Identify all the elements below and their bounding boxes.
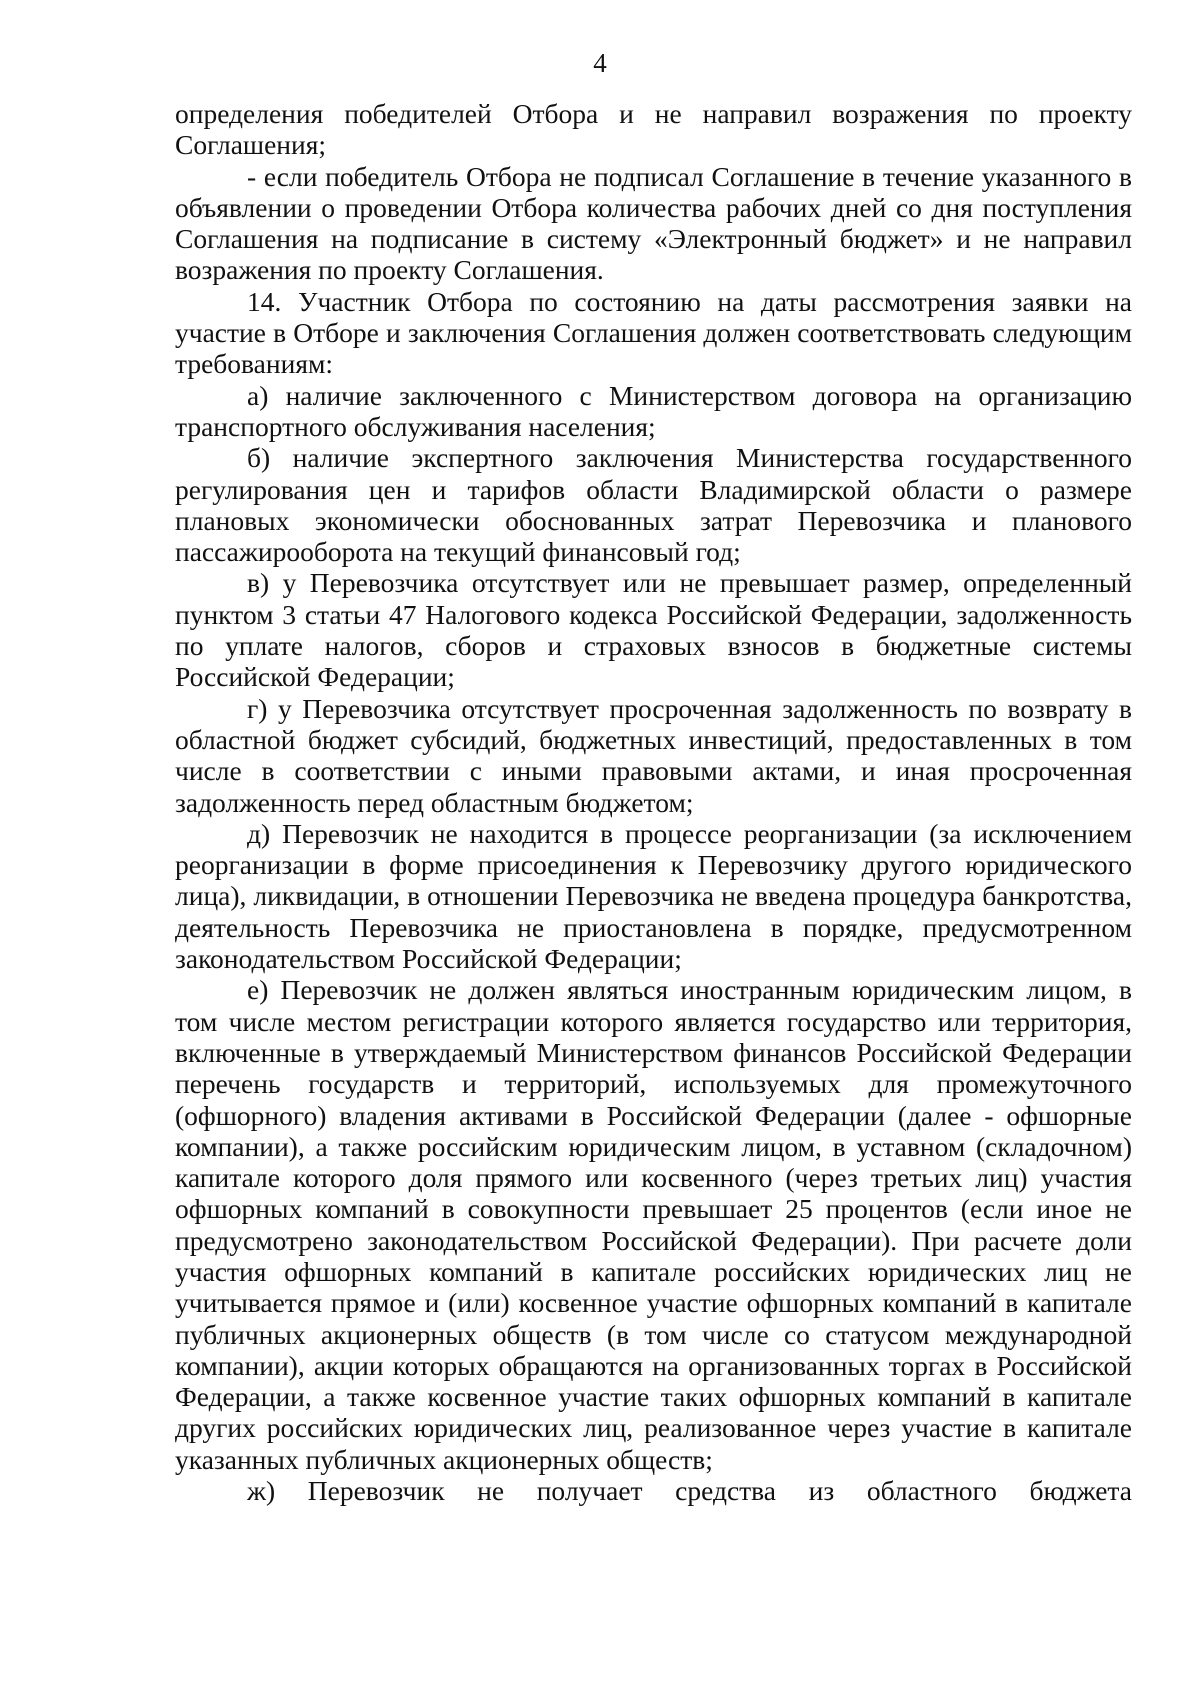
page-number: 4: [593, 48, 607, 78]
paragraph-requirement-g: г) у Перевозчика отсутствует просроченная задолженность по возврату в областной бюджет субсидий, бюджетных инвестиций, предоставленных в том числе в соответствии с иными правовыми актами, и иная просроченная задолженность перед областным бюджетом;: [175, 692, 1132, 818]
paragraph-requirement-v: в) у Перевозчика отсутствует или не превышает размер, определенный пунктом 3 статьи 47 Налогового кодекса Российской Федерации, задолженность по уплате налогов, сборов и страховых взносов в бюджетные системы Российской Федерации;: [175, 567, 1132, 693]
paragraph-requirement-a: а) наличие заключенного с Министерством договора на организацию транспортного обслуживания населения;: [175, 379, 1132, 442]
paragraph-requirement-zh: ж) Перевозчик не получает средства из областного бюджета: [247, 1475, 1132, 1507]
paragraph-requirement-e: е) Перевозчик не должен являться иностранным юридическим лицом, в том числе местом регистрации которого является государство или территория, включенные в утверждаемый Министерством финансов Российской Федерации перечень государств и территорий, используемых для промежуточного (офшорного) владения активами в Российской Федерации (далее - офшорные компании), а также российским юридическим лицом, в уставном (складочном) капитале которого доля прямого или косвенного (через третьих лиц) участия офшорных компаний в совокупности превышает 25 процентов (если иное не предусмотрено законодательством Российской Федерации). При расчете доли участия офшорных компаний в капитале российских юридических лиц не учитывается прямое и (или) косвенное участие офшорных компаний в капитале публичных акционерных обществ (в том числе со статусом международной компании), акции которых обращаются на организованных торгах в Российской Федерации, а также косвенное участие таких офшорных компаний в капитале других российских юридических лиц, реализованное через участие в капитале указанных публичных акционерных обществ;: [175, 974, 1132, 1475]
paragraph-14-requirements: 14. Участник Отбора по состоянию на даты рассмотрения заявки на участие в Отборе и заключения Соглашения должен соответствовать следующим требованиям:: [175, 285, 1132, 380]
paragraph-requirement-b: б) наличие экспертного заключения Министерства государственного регулирования цен и тарифов области Владимирской области о размере плановых экономически обоснованных затрат Перевозчика и планового пассажирооборота на текущий финансовый год;: [175, 442, 1132, 568]
paragraph-continuation: определения победителей Отбора и не направил возражения по проекту Соглашения;: [175, 98, 1132, 161]
document-body: [175, 98, 1132, 1506]
paragraph-unsigned-agreement: - если победитель Отбора не подписал Соглашение в течение указанного в объявлении о проведении Отбора количества рабочих дней со дня поступления Соглашения на подписание в систему «Электронный бюджет» и не направил возражения по проекту Соглашения.: [175, 160, 1132, 286]
paragraph-requirement-d: д) Перевозчик не находится в процессе реорганизации (за исключением реорганизации в форме присоединения к Перевозчику другого юридического лица), ликвидации, в отношении Перевозчика не введена процедура банкротства, деятельность Перевозчика не приостановлена в порядке, предусмотренном законодательством Российской Федерации;: [175, 817, 1132, 975]
